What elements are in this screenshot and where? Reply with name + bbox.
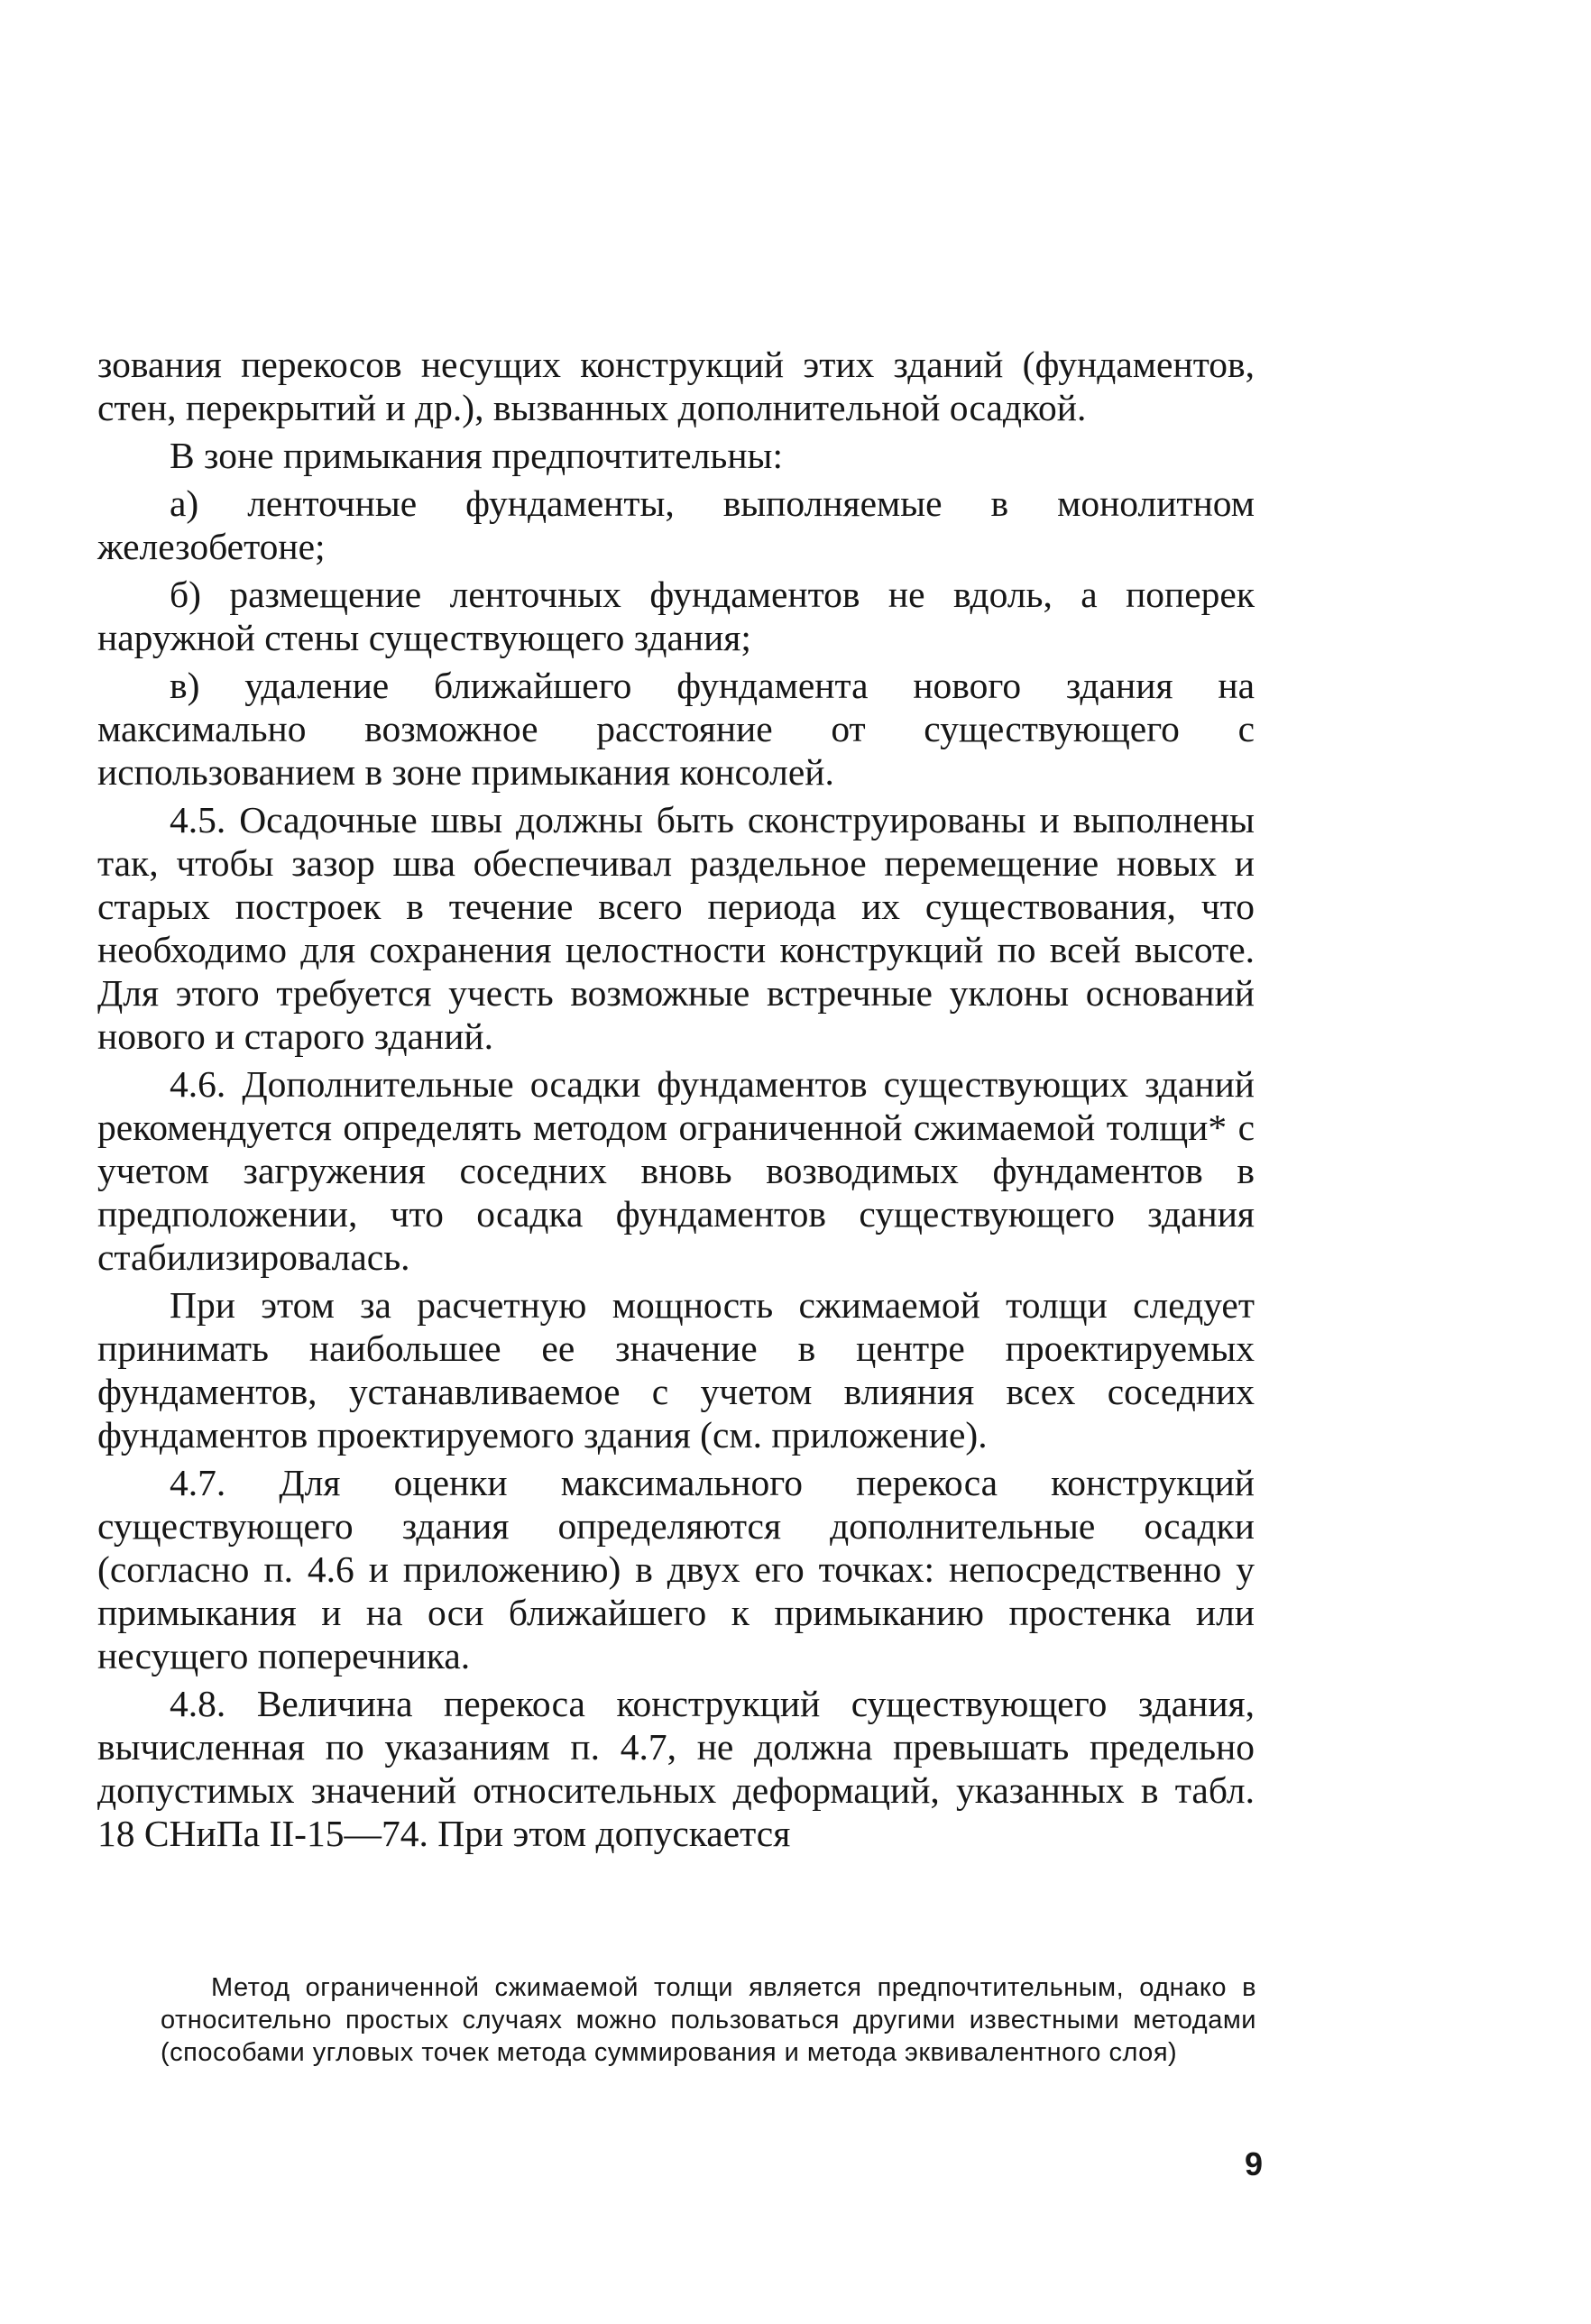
clause-4-6: 4.6. Дополнительные осадки фундаментов существующих зданий рекомендуется определять методом ограниченной сжимаемой толщи* с учетом загружения соседних вновь возводимых фундаментов в предположении, что осадка фундаментов существующего здания стабилизировалась. <box>97 1063 1255 1278</box>
page-number: 9 <box>1244 2145 1263 2182</box>
clause-4-6-continuation: При этом за расчетную мощность сжимаемой толщи следует принимать наибольшее ее значение в центре проектируемых фундаментов, устанавливаемое с учетом влияния всех соседних фундаментов проектируемого здания (см. приложение). <box>97 1284 1255 1456</box>
footnote: Метод ограниченной сжимаемой толщи является предпочтительным, однако в относительно простых случаях можно пользоваться другими известными методами (способами угловых точек метода суммирования и метода эквивалентного слоя) <box>161 1973 1256 2067</box>
clause-4-5: 4.5. Осадочные швы должны быть сконструированы и выполнены так, чтобы зазор шва обеспечивал раздельное перемещение новых и старых построек в течение всего периода их существования, что необходимо для сохранения целостности конструкций по всей высоте. Для этого требуется учесть возможные встречные уклоны оснований нового и старого зданий. <box>97 799 1255 1057</box>
body-text <box>97 343 1255 1860</box>
list-item-a: а) ленточные фундаменты, выполняемые в монолитном железобетоне; <box>97 482 1255 567</box>
clause-4-7: 4.7. Для оценки максимального перекоса конструкций существующего здания определяются дополнительные осадки (согласно п. 4.6 и приложению) в двух его точках: непосредственно у примыкания и на оси ближайшего к примыканию простенка или несущего поперечника. <box>97 1462 1255 1676</box>
list-item-b: б) размещение ленточных фундаментов не вдоль, а поперек наружной стены существующего здания; <box>97 574 1255 658</box>
paragraph-adjacency-zone-intro: В зоне примыкания предпочтительны: <box>170 435 783 476</box>
paragraph-continuation: зования перекосов несущих конструкций этих зданий (фундаментов, стен, перекрытий и др.), вызванных дополнительной осадкой. <box>97 344 1255 428</box>
list-item-c: в) удаление ближайшего фундамента нового здания на максимально возможное расстояние от существующего с использованием в зоне примыкания консолей. <box>97 665 1255 793</box>
clause-4-8: 4.8. Величина перекоса конструкций существующего здания, вычисленная по указаниям п. 4.7, не должна превышать предельно допустимых значений относительных деформаций, указанных в табл. 18 СНиПа II-15—74. При этом допускается <box>97 1683 1255 1854</box>
